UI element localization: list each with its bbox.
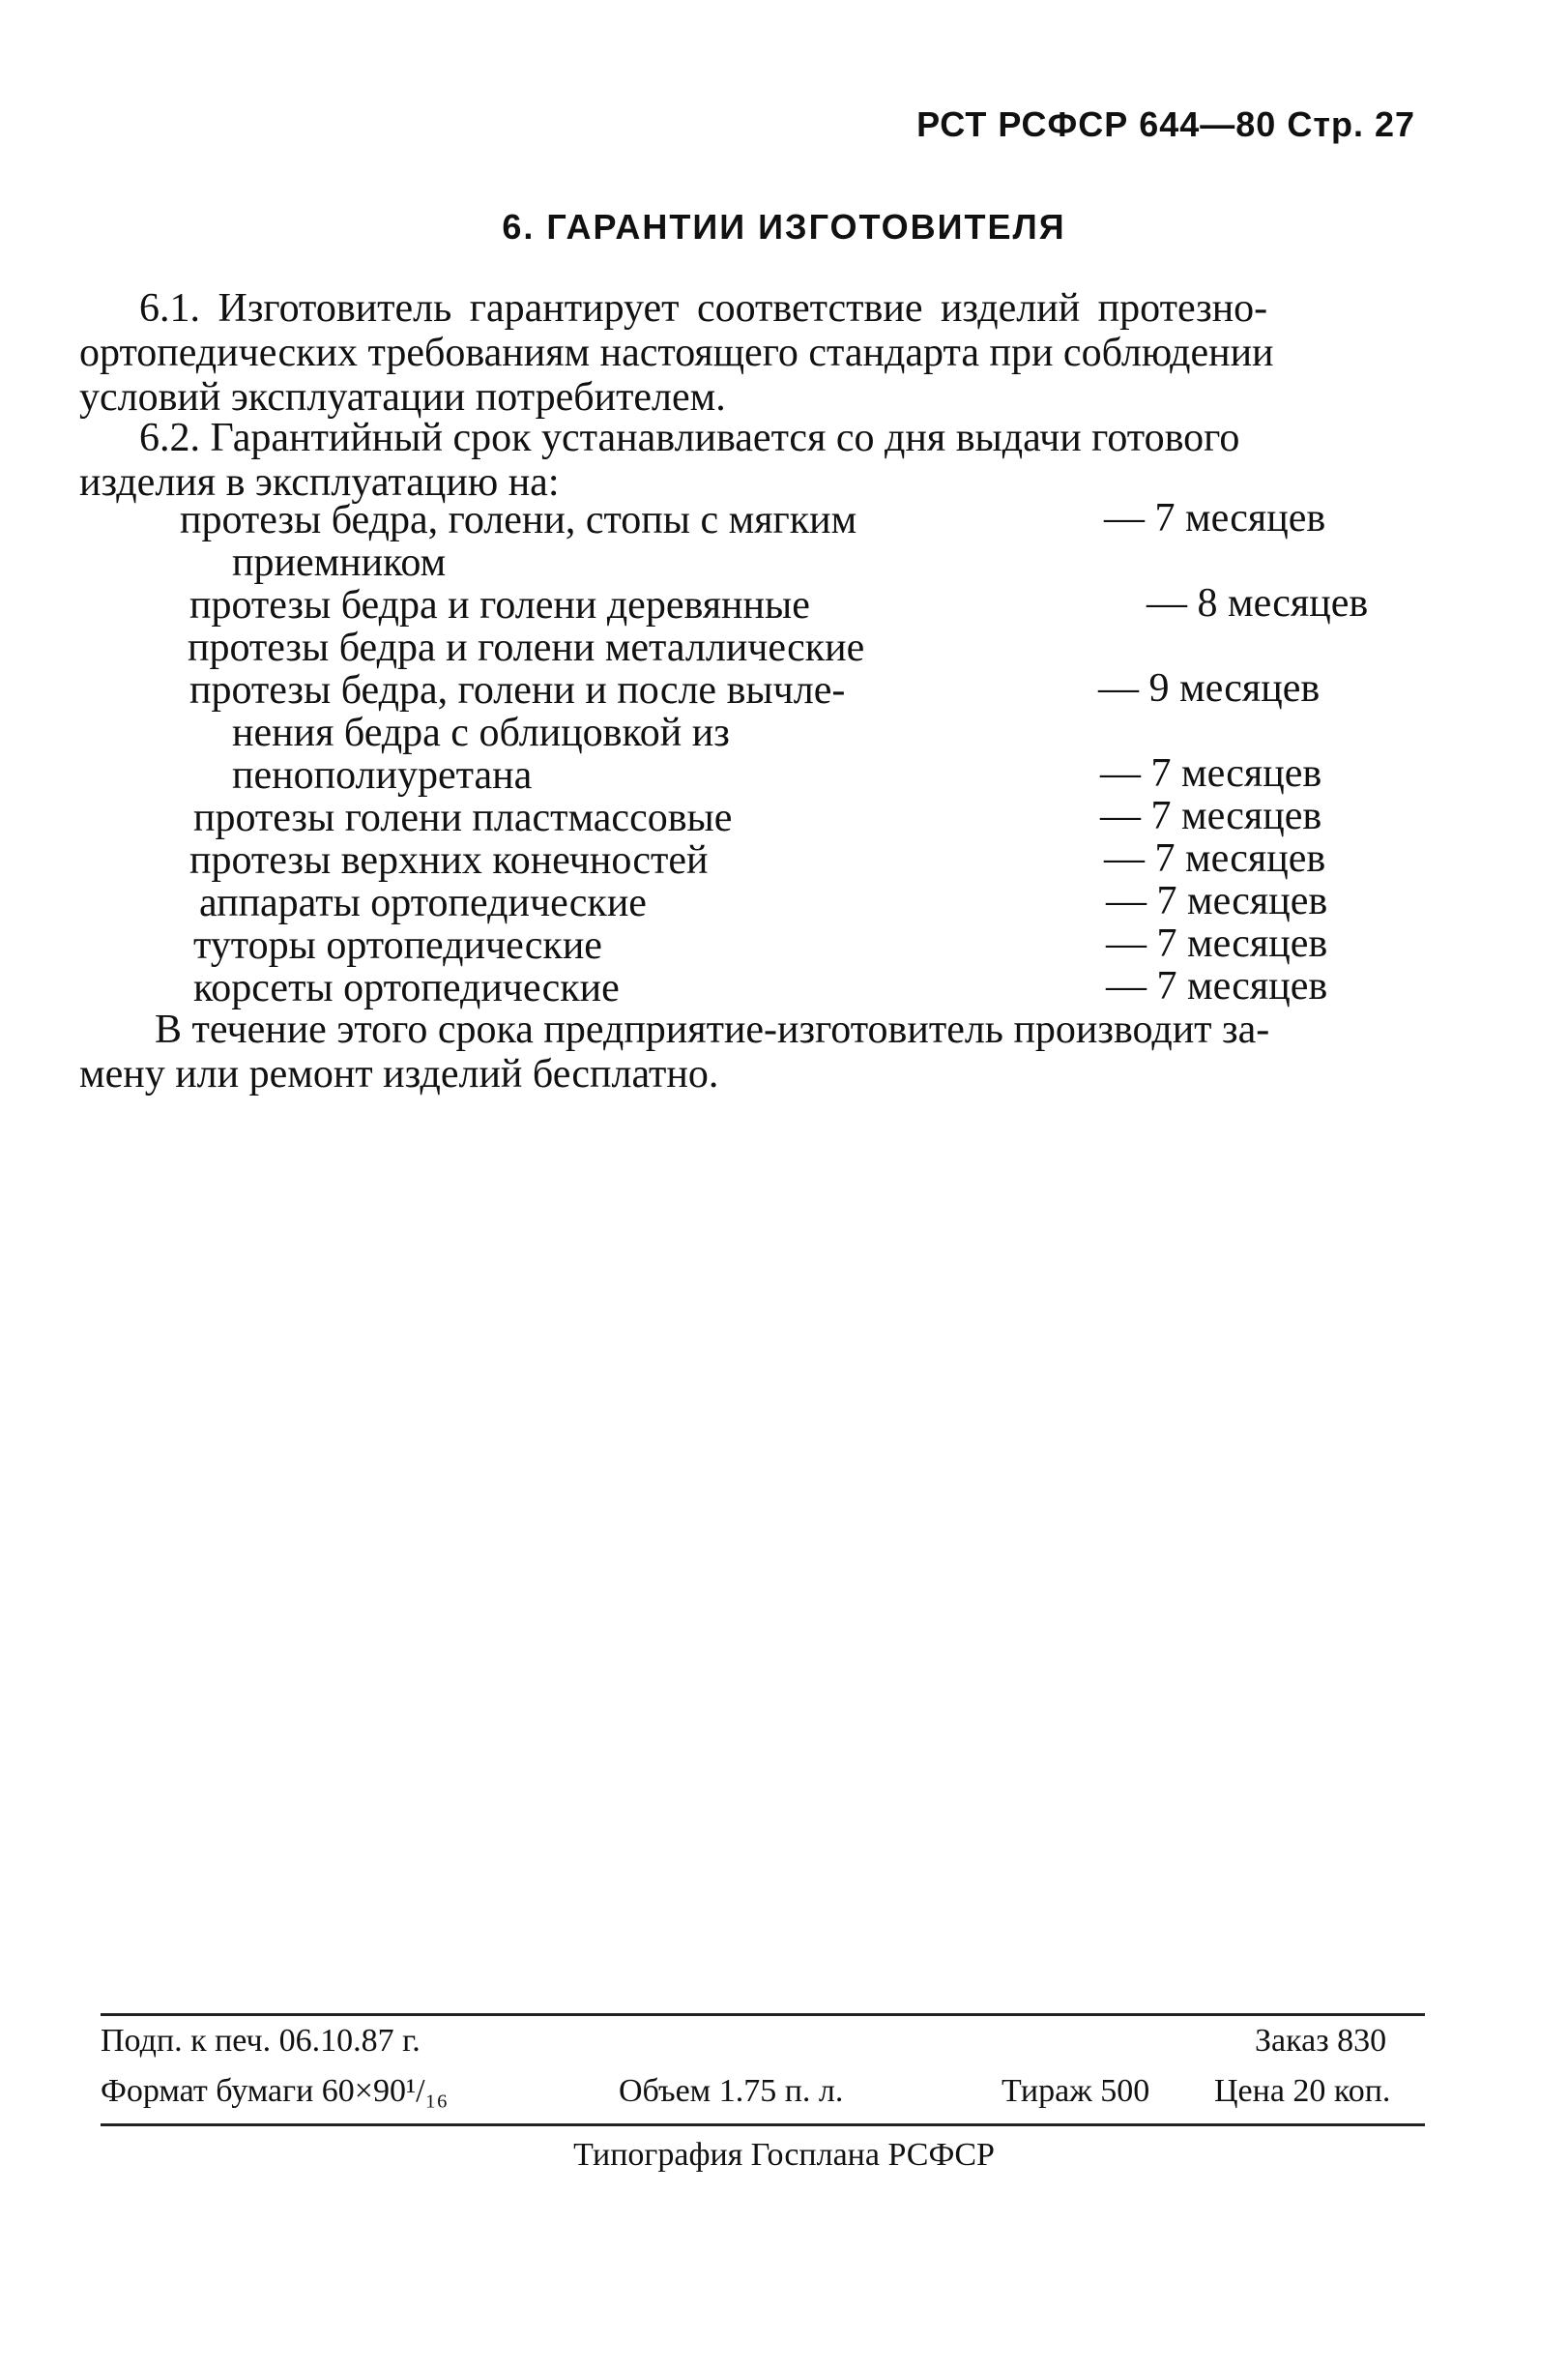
paragraph-line: В течение этого срока предприятие-изготовитель производит за- bbox=[155, 1008, 1270, 1052]
warranty-term: — 7 месяцев bbox=[1104, 496, 1326, 541]
paragraph-line: изделия в эксплуатацию на: bbox=[79, 460, 560, 505]
paragraph-6-2 bbox=[79, 416, 1413, 505]
paragraph-line: ортопедических требованиям настоящего стандарта при соблюдении bbox=[79, 331, 1274, 375]
warranty-term: — 7 месяцев bbox=[1106, 964, 1328, 1009]
imprint-top-rule bbox=[101, 2013, 1425, 2016]
warranty-term: — 7 месяцев bbox=[1100, 751, 1322, 796]
paragraph-6-1 bbox=[79, 286, 1413, 420]
list-item: приемником bbox=[232, 541, 447, 585]
section-title: 6. ГАРАНТИИ ИЗГОТОВИТЕЛЯ bbox=[502, 207, 1066, 247]
list-item: протезы верхних конечностей bbox=[189, 838, 709, 883]
imprint-printer: Типография Госплана РСФСР bbox=[573, 2137, 995, 2173]
warranty-term: — 8 месяцев bbox=[1147, 581, 1369, 626]
imprint-format: Формат бумаги 60×90¹/₁₆ bbox=[101, 2073, 449, 2109]
warranty-term: — 7 месяцев bbox=[1106, 921, 1328, 966]
list-item: пенополиуретана bbox=[232, 753, 533, 798]
paragraph-line: мену или ремонт изделий бесплатно. bbox=[79, 1052, 719, 1097]
list-item: корсеты ортопедические bbox=[193, 966, 620, 1010]
imprint-volume: Объем 1.75 п. л. bbox=[619, 2073, 844, 2109]
list-item: нения бедра с облицовкой из bbox=[232, 711, 730, 755]
warranty-term: — 9 месяцев bbox=[1098, 666, 1321, 711]
imprint-price: Цена 20 коп. bbox=[1214, 2073, 1391, 2109]
imprint-signed: Подп. к печ. 06.10.87 г. bbox=[101, 2023, 421, 2059]
running-head: РСТ РСФСР 644—80 Стр. 27 bbox=[916, 104, 1415, 144]
list-item: протезы бедра и голени деревянные bbox=[189, 583, 810, 628]
list-item: протезы бедра, голени, стопы с мягким bbox=[180, 498, 857, 542]
paragraph-line: условий эксплуатации потребителем. bbox=[79, 375, 726, 420]
imprint-order: Заказ 830 bbox=[1255, 2023, 1387, 2059]
list-item: протезы голени пластмассовые bbox=[193, 796, 733, 840]
warranty-term: — 7 месяцев bbox=[1100, 794, 1322, 838]
paragraph-line: 6.2. Гарантийный срок устанавливается со дня выдачи готового bbox=[139, 416, 1240, 460]
list-item: аппараты ортопедические bbox=[199, 881, 647, 925]
warranty-term: — 7 месяцев bbox=[1104, 836, 1326, 881]
imprint-bottom-rule bbox=[101, 2123, 1425, 2126]
paragraph-line: 6.1. Изготовитель гарантирует соответствие изделий протезно- bbox=[139, 286, 1268, 331]
list-item: протезы бедра, голени и после вычле- bbox=[189, 668, 846, 713]
warranty-term: — 7 месяцев bbox=[1106, 879, 1328, 923]
closing-paragraph bbox=[79, 1008, 1413, 1097]
imprint-run: Тираж 500 bbox=[1002, 2073, 1150, 2109]
list-item: протезы бедра и голени металлические bbox=[188, 626, 865, 670]
list-item: туторы ортопедические bbox=[193, 923, 602, 968]
